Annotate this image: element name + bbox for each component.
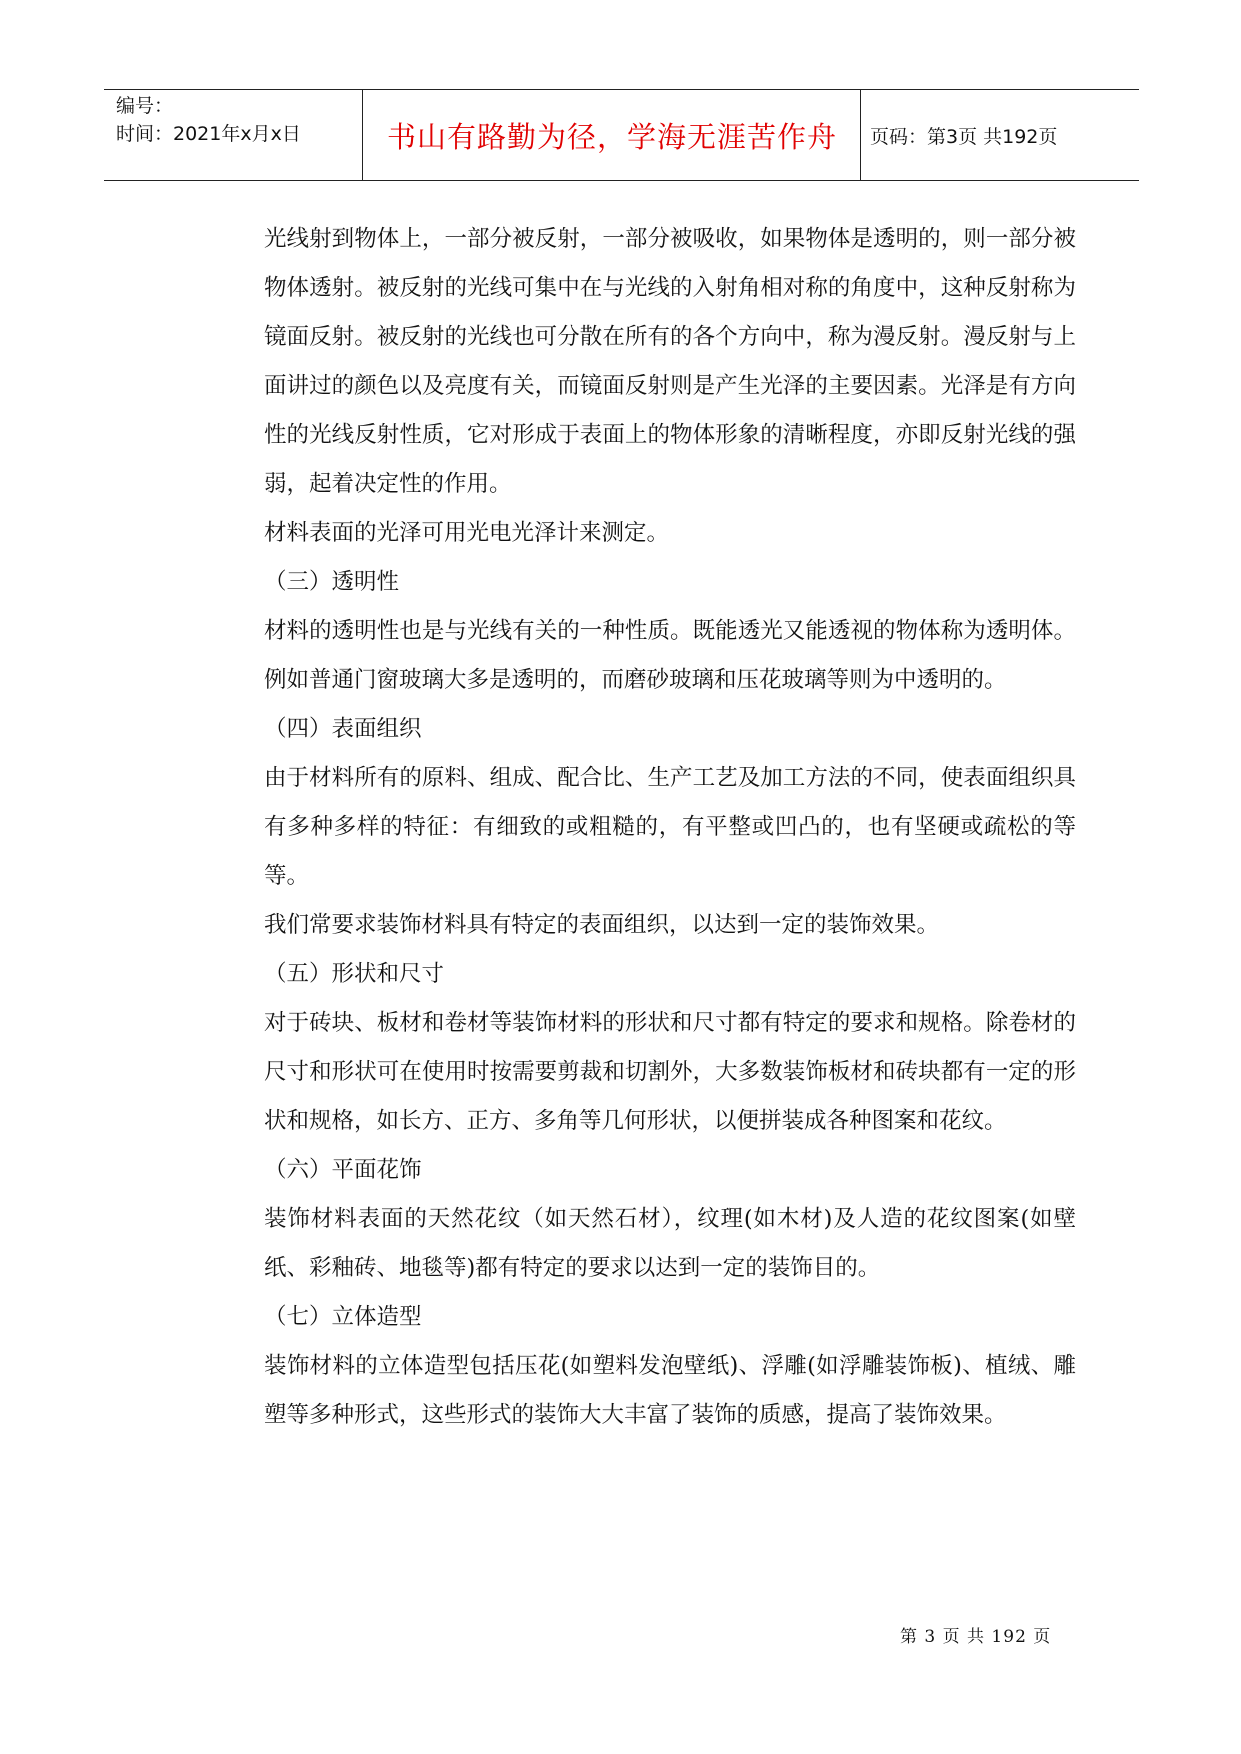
paragraph-surface-requirement: 我们常要求装饰材料具有特定的表面组织，以达到一定的装饰效果。	[264, 912, 940, 938]
paragraph-flat-pattern: 装饰材料表面的天然花纹（如天然石材），纹理(如木材)及人造的花纹图案(如壁纸、彩釉砖、地毯等)都有特定的要求以达到一定的装饰目的。	[264, 1206, 1076, 1281]
header-divider-right	[860, 90, 861, 180]
paragraph-gloss-explanation: 光线射到物体上，一部分被反射，一部分被吸收，如果物体是透明的，则一部分被物体透射。被反射的光线可集中在与光线的入射角相对称的角度中，这种反射称为镜面反射。被反射的光线也可分散在所有的各个方向中，称为漫反射。漫反射与上面讲过的颜色以及亮度有关，而镜面反射则是产生光泽的主要因素。光泽是有方向性的光线反射性质，它对形成于表面上的物体形象的清晰程度，亦即反射光线的强弱，起着决定性的作用。	[264, 226, 1076, 497]
header-meta	[116, 92, 301, 148]
document-body	[264, 215, 1076, 1440]
section-heading-3d-modeling: （七）立体造型	[264, 1304, 422, 1330]
paragraph-shape-size: 对于砖块、板材和卷材等装饰材料的形状和尺寸都有特定的要求和规格。除卷材的尺寸和形状可在使用时按需要剪裁和切割外，大多数装饰板材和砖块都有一定的形状和规格，如长方、正方、多角等几何形状，以便拼装成各种图案和花纹。	[264, 1010, 1076, 1134]
header-page-info: 页码：第3页 共192页	[870, 125, 1058, 148]
page-footer: 第 3 页 共 192 页	[900, 1627, 1052, 1647]
paragraph-gloss-measurement: 材料表面的光泽可用光电光泽计来测定。	[264, 520, 670, 546]
section-heading-shape-size: （五）形状和尺寸	[264, 961, 445, 987]
header-divider-left	[362, 90, 363, 180]
time-label: 时间：2021年x月x日	[116, 123, 301, 145]
page-header	[104, 89, 1139, 181]
paragraph-3d-modeling: 装饰材料的立体造型包括压花(如塑料发泡壁纸)、浮雕(如浮雕装饰板)、植绒、雕塑等多种形式，这些形式的装饰大大丰富了装饰的质感，提高了装饰效果。	[264, 1353, 1076, 1428]
section-heading-flat-pattern: （六）平面花饰	[264, 1157, 422, 1183]
header-motto: 书山有路勤为径，学海无涯苦作舟	[386, 119, 837, 154]
section-heading-transparency: （三）透明性	[264, 569, 400, 595]
paragraph-transparency: 材料的透明性也是与光线有关的一种性质。既能透光又能透视的物体称为透明体。例如普通门窗玻璃大多是透明的，而磨砂玻璃和压花玻璃等则为中透明的。	[264, 618, 1076, 693]
section-heading-surface-texture: （四）表面组织	[264, 716, 422, 742]
number-label: 编号：	[116, 95, 174, 117]
paragraph-surface-texture: 由于材料所有的原料、组成、配合比、生产工艺及加工方法的不同，使表面组织具有多种多样的特征：有细致的或粗糙的，有平整或凹凸的，也有坚硬或疏松的等等。	[264, 765, 1076, 889]
